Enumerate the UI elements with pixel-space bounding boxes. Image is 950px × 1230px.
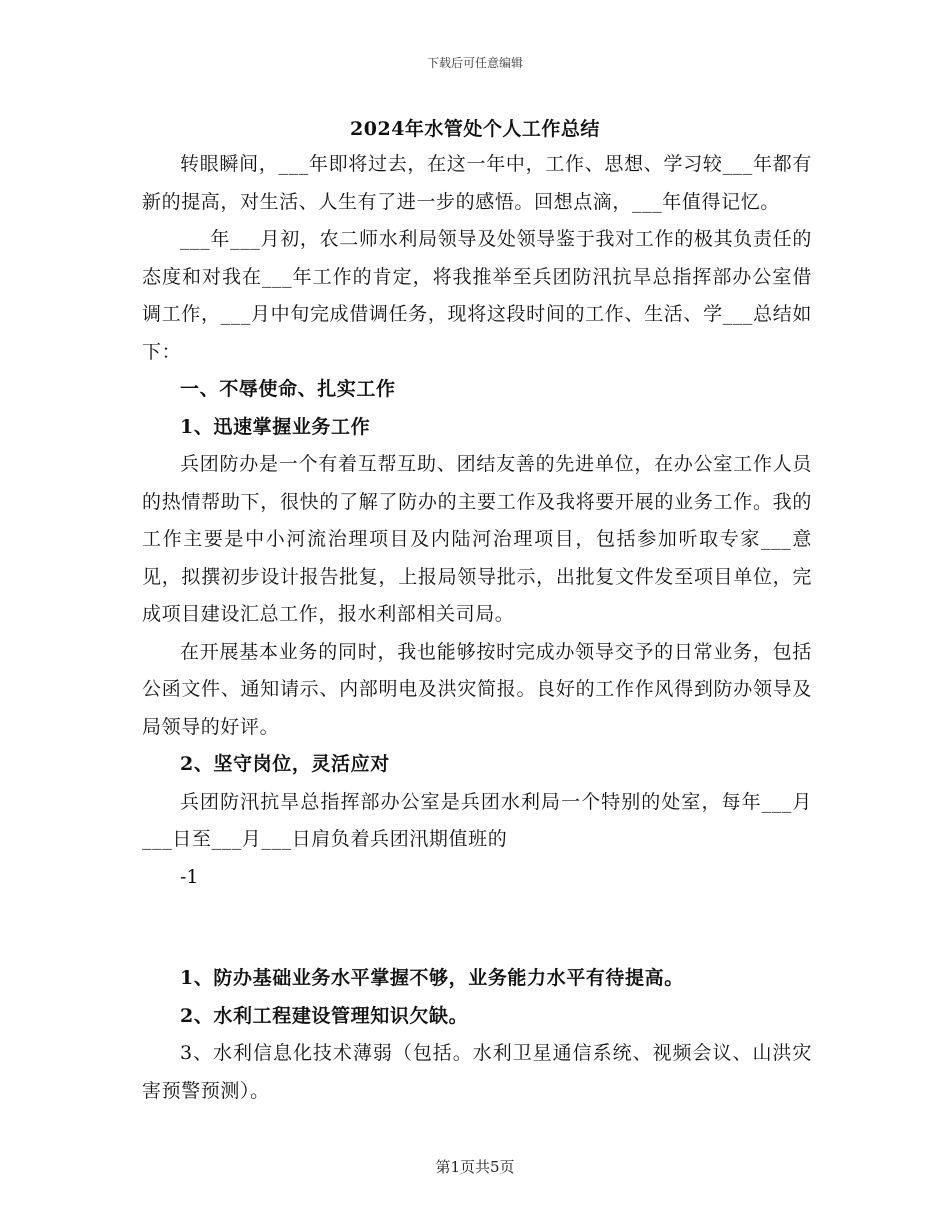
document-title: 2024年水管处个人工作总结 <box>350 118 600 140</box>
shortcoming-item-3: 3、水利信息化技术薄弱（包括。水利卫星通信系统、视频会议、山洪灾害预警预测）。 <box>142 1042 812 1102</box>
paragraph-daily-tasks: 在开展基本业务的同时，我也能够按时完成办领导交予的日常业务，包括公函文件、通知请示、内部明电及洪灾简报。良好的工作作风得到防办领导及局领导的好评。 <box>142 640 812 738</box>
page-marker: -1 <box>180 865 199 888</box>
paragraph-secondment: ___年___月初，农二师水利局领导及处领导鉴于我对工作的极其负责任的态度和对我在___年工作的肯定，将我推举至兵团防汛抗旱总指挥部办公室借调工作，___月中旬完成借调任务，现将这段时间的工作、生活、学___总结如下： <box>142 228 812 363</box>
section-heading-1: 一、不辱使命、扎实工作 <box>180 378 396 400</box>
shortcoming-item-2: 2、水利工程建设管理知识欠缺。 <box>180 1004 469 1027</box>
paragraph-intro: 转眼瞬间，___年即将过去，在这一年中，工作、思想、学习较___年都有新的提高，对生活、人生有了进一步的感悟。回想点滴，___年值得记忆。 <box>142 153 812 213</box>
header-note: 下载后可任意编辑 <box>426 56 523 70</box>
subsection-heading-2: 2、坚守岗位，灵活应对 <box>180 753 390 775</box>
document-body-part-1 <box>142 146 812 896</box>
subsection-heading-1: 1、迅速掌握业务工作 <box>180 415 371 438</box>
document-body-part-2 <box>142 960 812 1110</box>
page-footer: 第1页共5页 <box>435 1158 515 1176</box>
paragraph-business-work: 兵团防办是一个有着互帮互助、团结友善的先进单位，在办公室工作人员的热情帮助下，很快的了解了防办的主要工作及我将要开展的业务工作。我的工作主要是中小河流治理项目及内陆河治理项目，包括参加听取专家___意见，拟撰初步设计报告批复，上报局领导批示，出批复文件发至项目单位，完成项目建设汇总工作，报水利部相关司局。 <box>142 453 812 625</box>
paragraph-flood-duty: 兵团防汛抗旱总指挥部办公室是兵团水利局一个特别的处室，每年___月___日至___月___日肩负着兵团汛期值班的 <box>142 790 812 850</box>
shortcoming-item-1: 1、防办基础业务水平掌握不够，业务能力水平有待提高。 <box>180 967 684 989</box>
